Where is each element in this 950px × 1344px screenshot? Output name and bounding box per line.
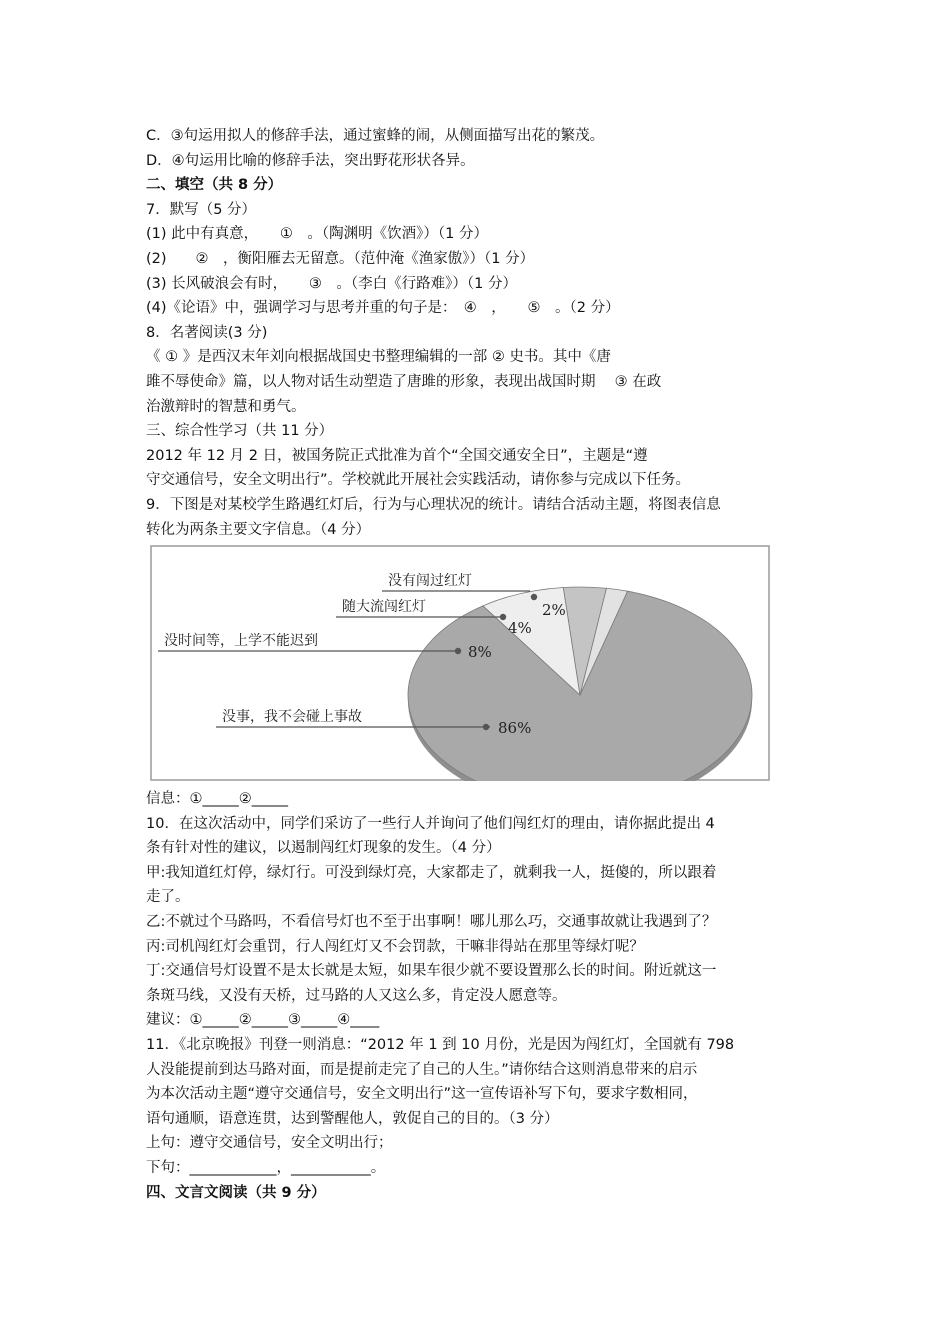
text-line: 条有针对性的建议，以遏制闯红灯现象的发生。（4 分） — [146, 840, 501, 857]
text-line: 二、填空（共 8 分） — [146, 177, 283, 194]
text-line: 乙:不就过个马路吗，不看信号灯也不至于出事啊！哪儿那么巧，交通事故就让我遇到了？ — [146, 914, 717, 931]
top-text-block — [146, 124, 810, 542]
text-line: 下句：____________，___________。 — [146, 1160, 386, 1176]
label-dot — [531, 594, 537, 600]
text-line: 7．默写（5 分） — [146, 201, 257, 218]
text-line: 丁:交通信号灯设置不是太长就是太短，如果车很少就不要设置那么长的时间。附近就这一 — [146, 963, 717, 980]
category-label: 随大流闯红灯 — [342, 599, 426, 616]
text-line: 走了。 — [146, 889, 190, 906]
text-line: 11．《北京晚报》刊登一则消息：“2012 年 1 到 10 月份，光是因为闯红灯，全国就有 798 — [146, 1037, 735, 1054]
text-line: 三、综合性学习（共 11 分） — [146, 423, 334, 440]
text-line: 条斑马线，又没有天桥，过马路的人又这么多，肯定没人愿意等。 — [146, 987, 567, 1004]
text-line: 守交通信号，安全文明出行”。学校就此开展社会实践活动，请你参与完成以下任务。 — [146, 472, 691, 489]
text-line: 2012 年 12 月 2 日，被国务院正式批准为首个“全国交通安全日”，主题是“遵 — [146, 447, 648, 464]
text-line: 治激辩时的智慧和勇气。 — [146, 398, 306, 415]
text-line: 丙:司机闯红灯会重罚，行人闯红灯又不会罚款，干嘛非得站在那里等绿灯呢？ — [146, 938, 644, 955]
text-line: 甲:我知道红灯停，绿灯行。可没到绿灯亮，大家都走了，就剩我一人，挺傻的，所以跟着 — [146, 864, 717, 881]
text-line: 9．下图是对某校学生路遇红灯后，行为与心理状况的统计。请结合活动主题，将图表信息 — [146, 496, 721, 513]
bottom-text-block — [146, 787, 810, 1205]
category-label: 没事，我不会碰上事故 — [222, 709, 362, 726]
text-line: (3) 长风破浪会有时， ③ 。（李白《行路难》）（1 分） — [146, 275, 517, 292]
text-line: (2) ② ，衡阳雁去无留意。（范仲淹《渔家傲》）（1 分） — [146, 250, 535, 267]
pie-chart — [150, 545, 770, 781]
value-label: 2% — [542, 601, 566, 620]
text-line: C．③句运用拟人的修辞手法，通过蜜蜂的闹，从侧面描写出花的繁茂。 — [146, 128, 605, 144]
text-line: 10．在这次活动中，同学们采访了一些行人并询问了他们闯红灯的理由，请你据此提出 4 — [146, 815, 715, 832]
document-page — [146, 124, 810, 1205]
text-line: 转化为两条主要文字信息。（4 分） — [146, 521, 371, 538]
text-line: 雎不辱使命》篇，以人物对话生动塑造了唐雎的形象，表现出战国时期 ③ 在政 — [146, 373, 662, 390]
label-dot — [500, 614, 506, 620]
label-dot — [483, 724, 489, 730]
text-line: 语句通顺，语意连贯，达到警醒他人，敦促自己的目的。（3 分） — [146, 1110, 559, 1127]
text-line: 信息：①_____②_____ — [146, 791, 288, 808]
text-line: D．④句运用比喻的修辞手法，突出野花形状各异。 — [146, 152, 475, 169]
text-line: 《 ① 》是西汉末年刘向根据战国史书整理编辑的一部 ② 史书。其中《唐 — [146, 349, 611, 366]
value-label: 8% — [468, 643, 492, 662]
text-line: (1) 此中有真意， ① 。（陶渊明《饮酒》）（1 分） — [146, 226, 488, 243]
text-line: 四、文言文阅读（共 9 分） — [146, 1184, 326, 1201]
text-line: (4)《论语》中，强调学习与思考并重的句子是： ④ ， ⑤ 。（2 分） — [146, 300, 620, 317]
text-line: 8．名著阅读(3 分) — [146, 324, 268, 341]
value-label: 4% — [508, 619, 532, 638]
text-line: 为本次活动主题“遵守交通信号，安全文明出行”这一宣传语补写下句，要求字数相同， — [146, 1086, 698, 1103]
label-dot — [455, 648, 461, 654]
category-label: 没有闯过红灯 — [388, 573, 472, 590]
text-line: 建议：①_____②_____③_____④____ — [146, 1012, 380, 1029]
text-line: 人没能提前到达马路对面，而是提前走完了自己的人生。”请你结合这则消息带来的启示 — [146, 1061, 698, 1078]
value-label: 86% — [498, 719, 532, 738]
category-label: 没时间等，上学不能迟到 — [164, 633, 318, 650]
text-line: 上句：遵守交通信号，安全文明出行； — [146, 1135, 393, 1152]
